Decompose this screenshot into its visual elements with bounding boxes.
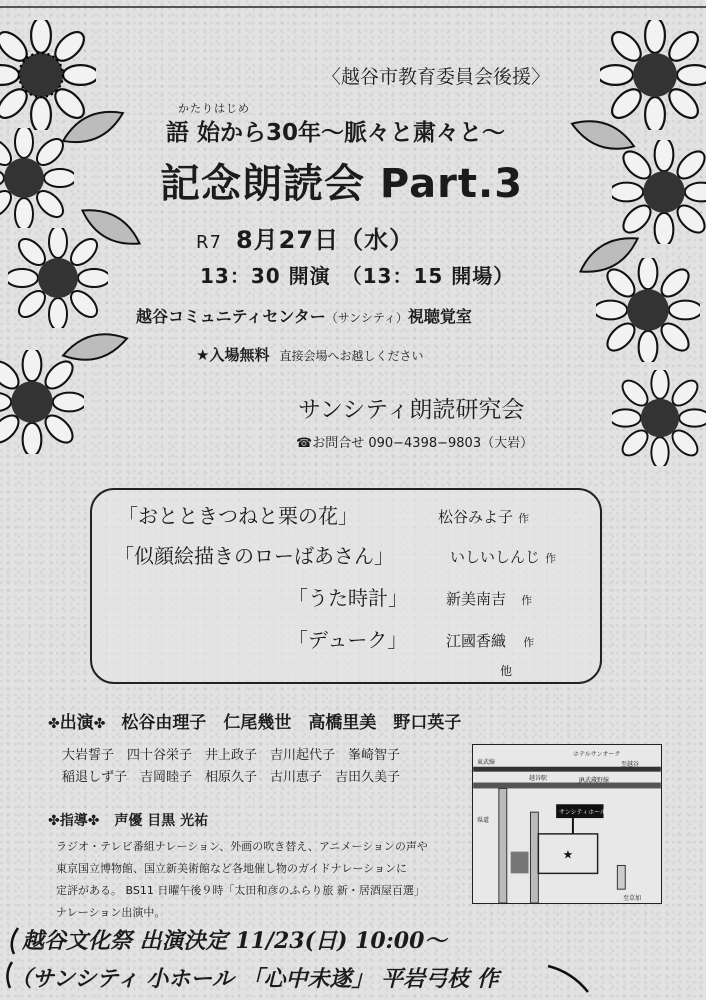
venue-room: 視聴覚室 [407,307,472,326]
program-author: 江國香織 [446,632,507,650]
map-label-hall: サンシティホール [559,809,606,816]
program-author-row [450,546,556,567]
sunflower-icon [612,370,706,466]
event-date [196,220,414,255]
program-saku: 作 [521,594,533,607]
performers-names: 松谷由理子 仁尾幾世 高橋里美 野口英子 [121,713,462,733]
handwritten-line: 越谷文化祭 出演決定 11/23(日) 10:00〜 [22,928,447,954]
guidance-desc: ラジオ・テレビ番組ナレーション、外画の吹き替え、アニメーションの声や [56,840,428,853]
date-era: R7 [196,232,222,253]
admission-free: ★入場無料 [196,346,270,364]
program-author: 松谷みよ子 [438,508,514,526]
guidance-teacher: 声優 目黒 光祐 [114,813,209,829]
date-value: 8月27日（水） [235,226,415,254]
guidance-desc: 定評がある。 BS11 日曜午後９時「太田和彦のふらり旅 新・居酒屋百選」 [56,884,425,897]
program-others: 他 [500,664,513,678]
event-time: 13：30 開演 （13：15 開場） [200,264,515,288]
program-box [90,488,602,684]
top-border [0,6,706,8]
guidance-head [48,810,208,830]
map-label-tobu: 東武線 [477,759,496,766]
flower-mark-icon: ✤ [48,813,60,829]
program-item [118,500,358,529]
leaf-icon [57,322,133,373]
guidance-desc: ナレーション出演中。 [56,906,166,919]
map-label-jr: JR武蔵野線 [579,777,609,784]
sunflower-icon [8,228,108,328]
contact-info: ☎お問合せ 090−4398−9803（大岩） [296,436,534,451]
admission-info [196,344,423,365]
map-label-station: 越谷駅 [529,775,548,782]
program-saku: 作 [545,552,557,565]
program-title: 「似顔絵描きのローばあさん」 [114,544,394,568]
program-author-row [438,506,529,527]
sunflower-icon [596,258,700,362]
handwritten-note [0,922,706,1000]
guidance-desc: 東京国立博物館、国立新美術館など各地催し物のガイドナレーションに [56,862,408,875]
venue-name: 越谷コミュニティセンター [136,307,326,326]
event-venue [136,304,472,327]
map-label-road: 県道 [477,817,490,824]
program-item [288,624,407,653]
organizer-name: サンシティ朗読研究会 [298,397,525,423]
flower-mark-icon: ✤ [93,716,106,732]
program-author: 新美南吉 [446,590,507,608]
program-author-row [446,630,534,651]
guidance-label: 指導 [59,813,88,829]
venue-map [472,744,662,904]
flower-mark-icon: ✤ [87,813,100,829]
venue-note: （サンシティ） [325,311,408,325]
svg-text:★: ★ [562,847,574,862]
performers-line: 大岩誓子 四十谷栄子 井上政子 吉川起代子 峯崎智子 [62,748,401,763]
program-item [288,582,408,611]
support-notice: 〈越谷市教育委員会後援〉 [322,66,551,88]
program-author: いしいしんじ [450,548,541,566]
sunflower-icon [600,20,706,130]
map-label-south: 至草加 [623,895,642,902]
title-ruby: かたりはじめ [178,102,250,115]
event-subtitle: 語 始から30年〜脈々と粛々と〜 [166,120,506,146]
program-author-row [446,588,532,609]
admission-note: 直接会場へお越しください [279,349,424,363]
program-title: 「うた時計」 [288,586,408,610]
event-title: 記念朗読会 Part.3 [160,161,524,207]
flower-mark-icon: ✤ [48,716,60,732]
program-item [114,540,394,569]
program-title: 「おとときつねと栗の花」 [118,504,358,528]
program-saku: 作 [518,512,530,525]
map-label-hotel: ホテルサンオーク [573,751,621,758]
map-label-east: 至越谷 [621,761,640,768]
performers-line: 稲退しず子 吉岡睦子 相原久子 古川恵子 吉田久美子 [62,770,401,785]
performers-main [48,708,461,733]
performers-label: 出演 [59,713,94,733]
program-saku: 作 [523,636,535,649]
program-title: 「デューク」 [288,628,408,652]
handwritten-line: （サンシティ 小ホール 「心中未遂」 平岩弓枝 作 [10,966,499,992]
